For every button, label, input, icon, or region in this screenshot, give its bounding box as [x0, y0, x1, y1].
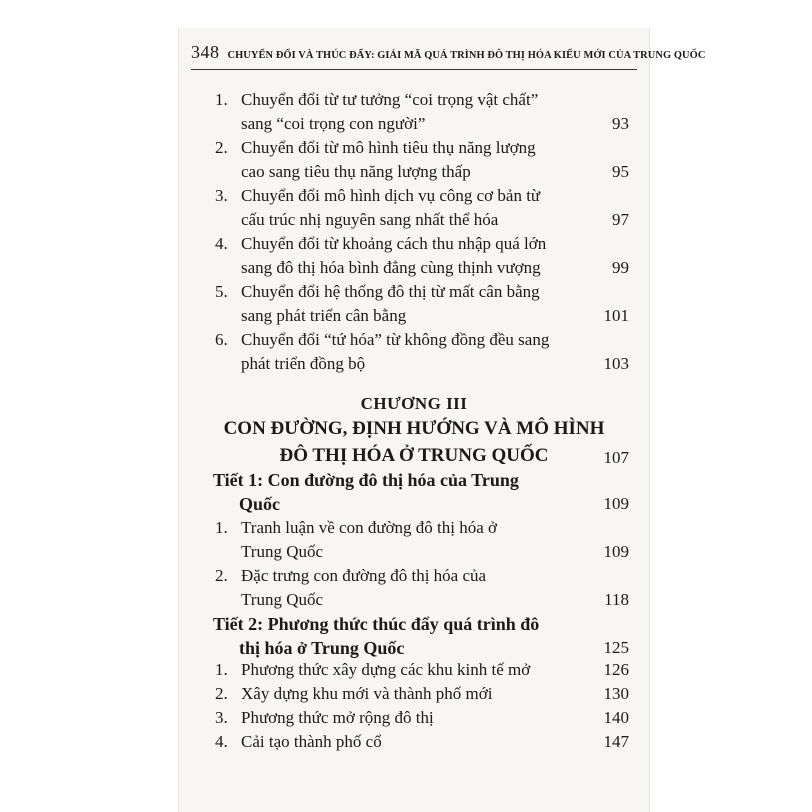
toc-entry [215, 682, 629, 706]
entry-page: 93 [612, 114, 629, 133]
entry-number: 4. [215, 234, 228, 253]
entry-number: 2. [215, 684, 228, 703]
entry-line-1: Chuyển đổi từ khoảng cách thu nhập quá lớn [241, 234, 547, 253]
section-heading [213, 612, 629, 660]
toc-entry [215, 280, 629, 328]
section-line-2: thị hóa ở Trung Quốc [239, 638, 405, 658]
entry-line-1: Chuyển đổi hệ thống đô thị từ mất cân bằng [241, 282, 540, 301]
entry-text: Phương thức mở rộng đô thị [241, 708, 434, 727]
entry-line-1: Chuyển đổi từ tư tưởng “coi trọng vật chất” [241, 90, 539, 109]
entry-number: 3. [215, 186, 228, 205]
entry-number: 2. [215, 566, 228, 585]
section-page: 125 [603, 638, 629, 657]
toc-entry [215, 88, 629, 136]
chapter-label: CHƯƠNG III [360, 394, 468, 413]
entry-line-2: sang đô thị hóa bình đẳng cùng thịnh vượng [241, 258, 541, 277]
entry-page: 103 [603, 354, 629, 373]
entry-line-2: cao sang tiêu thụ năng lượng thấp [241, 162, 471, 181]
entry-line-2: sang “coi trọng con người” [241, 114, 426, 133]
entry-text: Xây dựng khu mới và thành phố mới [241, 684, 493, 703]
toc-entry [215, 658, 629, 682]
entry-line-2: cấu trúc nhị nguyên sang nhất thể hóa [241, 210, 499, 229]
entry-page: 109 [603, 542, 629, 561]
entry-number: 6. [215, 330, 228, 349]
toc-entry [215, 184, 629, 232]
entry-text: Cải tạo thành phố cổ [241, 732, 382, 751]
entry-number: 1. [215, 518, 228, 537]
toc-entry [215, 730, 629, 754]
entry-line-1: Tranh luận về con đường đô thị hóa ở [241, 518, 498, 537]
entry-number: 1. [215, 90, 228, 109]
entry-page: 95 [612, 162, 629, 181]
entry-page: 147 [603, 732, 629, 751]
entry-text: Phương thức xây dựng các khu kinh tế mở [241, 660, 531, 679]
entry-number: 1. [215, 660, 228, 679]
entry-page: 126 [603, 660, 629, 679]
toc-entry [215, 232, 629, 280]
entry-line-1: Chuyển đổi “tứ hóa” từ không đồng đều sang [241, 330, 550, 349]
entry-line-2: Trung Quốc [241, 542, 324, 561]
entry-number: 2. [215, 138, 228, 157]
section-heading [213, 468, 629, 516]
entry-line-2: sang phát triển cân bằng [241, 306, 407, 325]
running-header [191, 42, 706, 70]
entry-page: 118 [604, 590, 629, 609]
toc-entry [215, 136, 629, 184]
page-number: 348 [191, 42, 220, 62]
entry-number: 4. [215, 732, 228, 751]
entry-page: 101 [603, 306, 629, 325]
entry-line-2: Trung Quốc [241, 590, 324, 609]
entry-page: 97 [612, 210, 629, 229]
toc-entry [215, 516, 629, 564]
entry-line-1: Chuyển đổi mô hình dịch vụ công cơ bản từ [241, 186, 541, 205]
toc-entry [215, 706, 629, 730]
chapter-page: 107 [603, 448, 629, 467]
entry-line-1: Chuyển đổi từ mô hình tiêu thụ năng lượng [241, 138, 536, 157]
entry-line-1: Đặc trưng con đường đô thị hóa của [241, 566, 487, 585]
entry-number: 5. [215, 282, 228, 301]
entry-page: 130 [603, 684, 629, 703]
entry-page: 140 [603, 708, 629, 727]
section-line-2: Quốc [239, 494, 281, 514]
chapter-title-line-2: ĐÔ THỊ HÓA Ở TRUNG QUỐC [279, 445, 549, 466]
toc-entry [215, 328, 629, 376]
chapter-title-line-1: CON ĐƯỜNG, ĐỊNH HƯỚNG VÀ MÔ HÌNH [223, 418, 605, 439]
section-line-1: Tiết 2: Phương thức thúc đẩy quá trình đô [213, 614, 540, 634]
entry-number: 3. [215, 708, 228, 727]
toc-entry [215, 564, 629, 612]
section-line-1: Tiết 1: Con đường đô thị hóa của Trung [213, 470, 519, 490]
entry-line-2: phát triển đồng bộ [241, 354, 366, 373]
book-page [178, 28, 706, 812]
entry-page: 99 [612, 258, 629, 277]
running-title: CHUYỂN ĐỔI VÀ THÚC ĐẨY: GIẢI MÃ QUÁ TRÌNH ĐÔ THỊ HÓA KIỂU MỚI CỦA TRUNG QUỐC [227, 50, 706, 61]
section-page: 109 [603, 494, 629, 513]
